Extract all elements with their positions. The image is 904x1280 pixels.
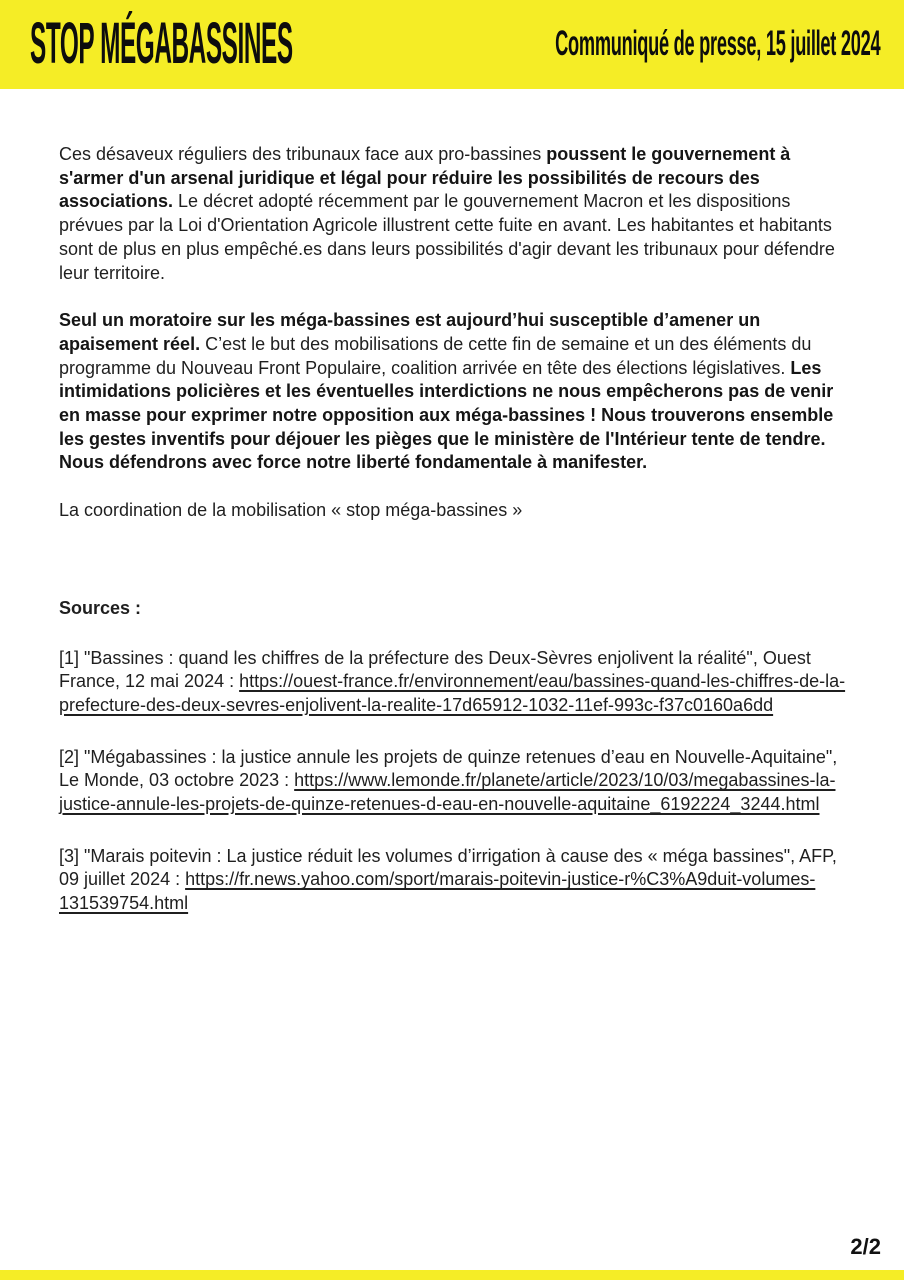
- footer-band: [0, 1270, 904, 1280]
- text-run-bold: Seul un moratoire sur les méga-bassines est aujourd’hui susceptible d’amener un apaisement réel.: [59, 310, 761, 354]
- text-run: C’est le but des mobilisations de cette fin de semaine et un des éléments du programme du Nouveau Front Populaire, coalition arrivée en tête des élections législatives.: [59, 333, 812, 378]
- source-item-3: [59, 845, 846, 916]
- source-link-le-monde[interactable]: https://www.lemonde.fr/planete/article/2023/10/03/megabassines-la-justice-annule-les-projets-de-quinze-retenues-d-eau-en-nouvelle-aquitaine_6192224_3244.html: [59, 770, 836, 815]
- source-link-ouest-france[interactable]: https://ouest-france.fr/environnement/eau/bassines-quand-les-chiffres-de-la-prefecture-des-deux-sevres-enjolivent-la-realite-17d65912-1032-11ef-993c-f37c0160a6dd: [59, 671, 846, 715]
- source-item-1: [59, 647, 846, 718]
- signature-line: La coordination de la mobilisation « stop méga-bassines »: [59, 500, 523, 521]
- source-citation: [1] "Bassines : quand les chiffres de la préfecture des Deux-Sèvres enjolivent la réalité", Ouest France, 12 mai 2024 :: [59, 647, 811, 692]
- text-run-bold: poussent le gouvernement à s'armer d'un arsenal juridique et légal pour réduire les possibilités de recours des associations.: [59, 144, 791, 212]
- logo-text: STOP MÉGABASSINES: [30, 10, 293, 76]
- header-band: [0, 0, 904, 89]
- text-run: Ces désaveux réguliers des tribunaux face aux pro-bassines: [59, 144, 547, 164]
- source-link-afp-yahoo[interactable]: https://fr.news.yahoo.com/sport/marais-poitevin-justice-r%C3%A9duit-volumes-131539754.html: [59, 869, 816, 914]
- text-run: Le décret adopté récemment par le gouvernement Macron et les dispositions prévues par la Loi d'Orientation Agricole illustrent cette fuite en avant. Les habitantes et habitants sont de plus en plus empêché.es dans leurs possibilités d'agir devant les tribunaux pour défendre leur territoire.: [59, 191, 835, 283]
- document-body: [59, 89, 846, 944]
- press-release-date: Communiqué de presse, 15 juillet 2024: [554, 23, 880, 63]
- sources-heading: Sources :: [59, 597, 142, 618]
- source-item-2: [59, 746, 846, 817]
- page-number: 2/2: [850, 1234, 881, 1259]
- paragraph-tribunaux: [59, 143, 846, 285]
- source-citation: [2] "Mégabassines : la justice annule les projets de quinze retenues d’eau en Nouvelle-Aquitaine", Le Monde, 03 octobre 2023 :: [59, 746, 838, 791]
- text-run-bold: Les intimidations policières et les éventuelles interdictions ne nous empêcherons pas de venir en masse pour exprimer notre opposition aux méga-bassines ! Nous trouverons ensemble les gestes inventifs pour déjouer les pièges que le ministère de l'Intérieur tente de tendre. Nous défendrons avec force notre liberté fondamentale à manifester.: [59, 357, 834, 473]
- source-citation: [3] "Marais poitevin : La justice réduit les volumes d’irrigation à cause des « méga bassines", AFP, 09 juillet 2024 :: [59, 845, 837, 890]
- paragraph-moratoire: [59, 309, 846, 475]
